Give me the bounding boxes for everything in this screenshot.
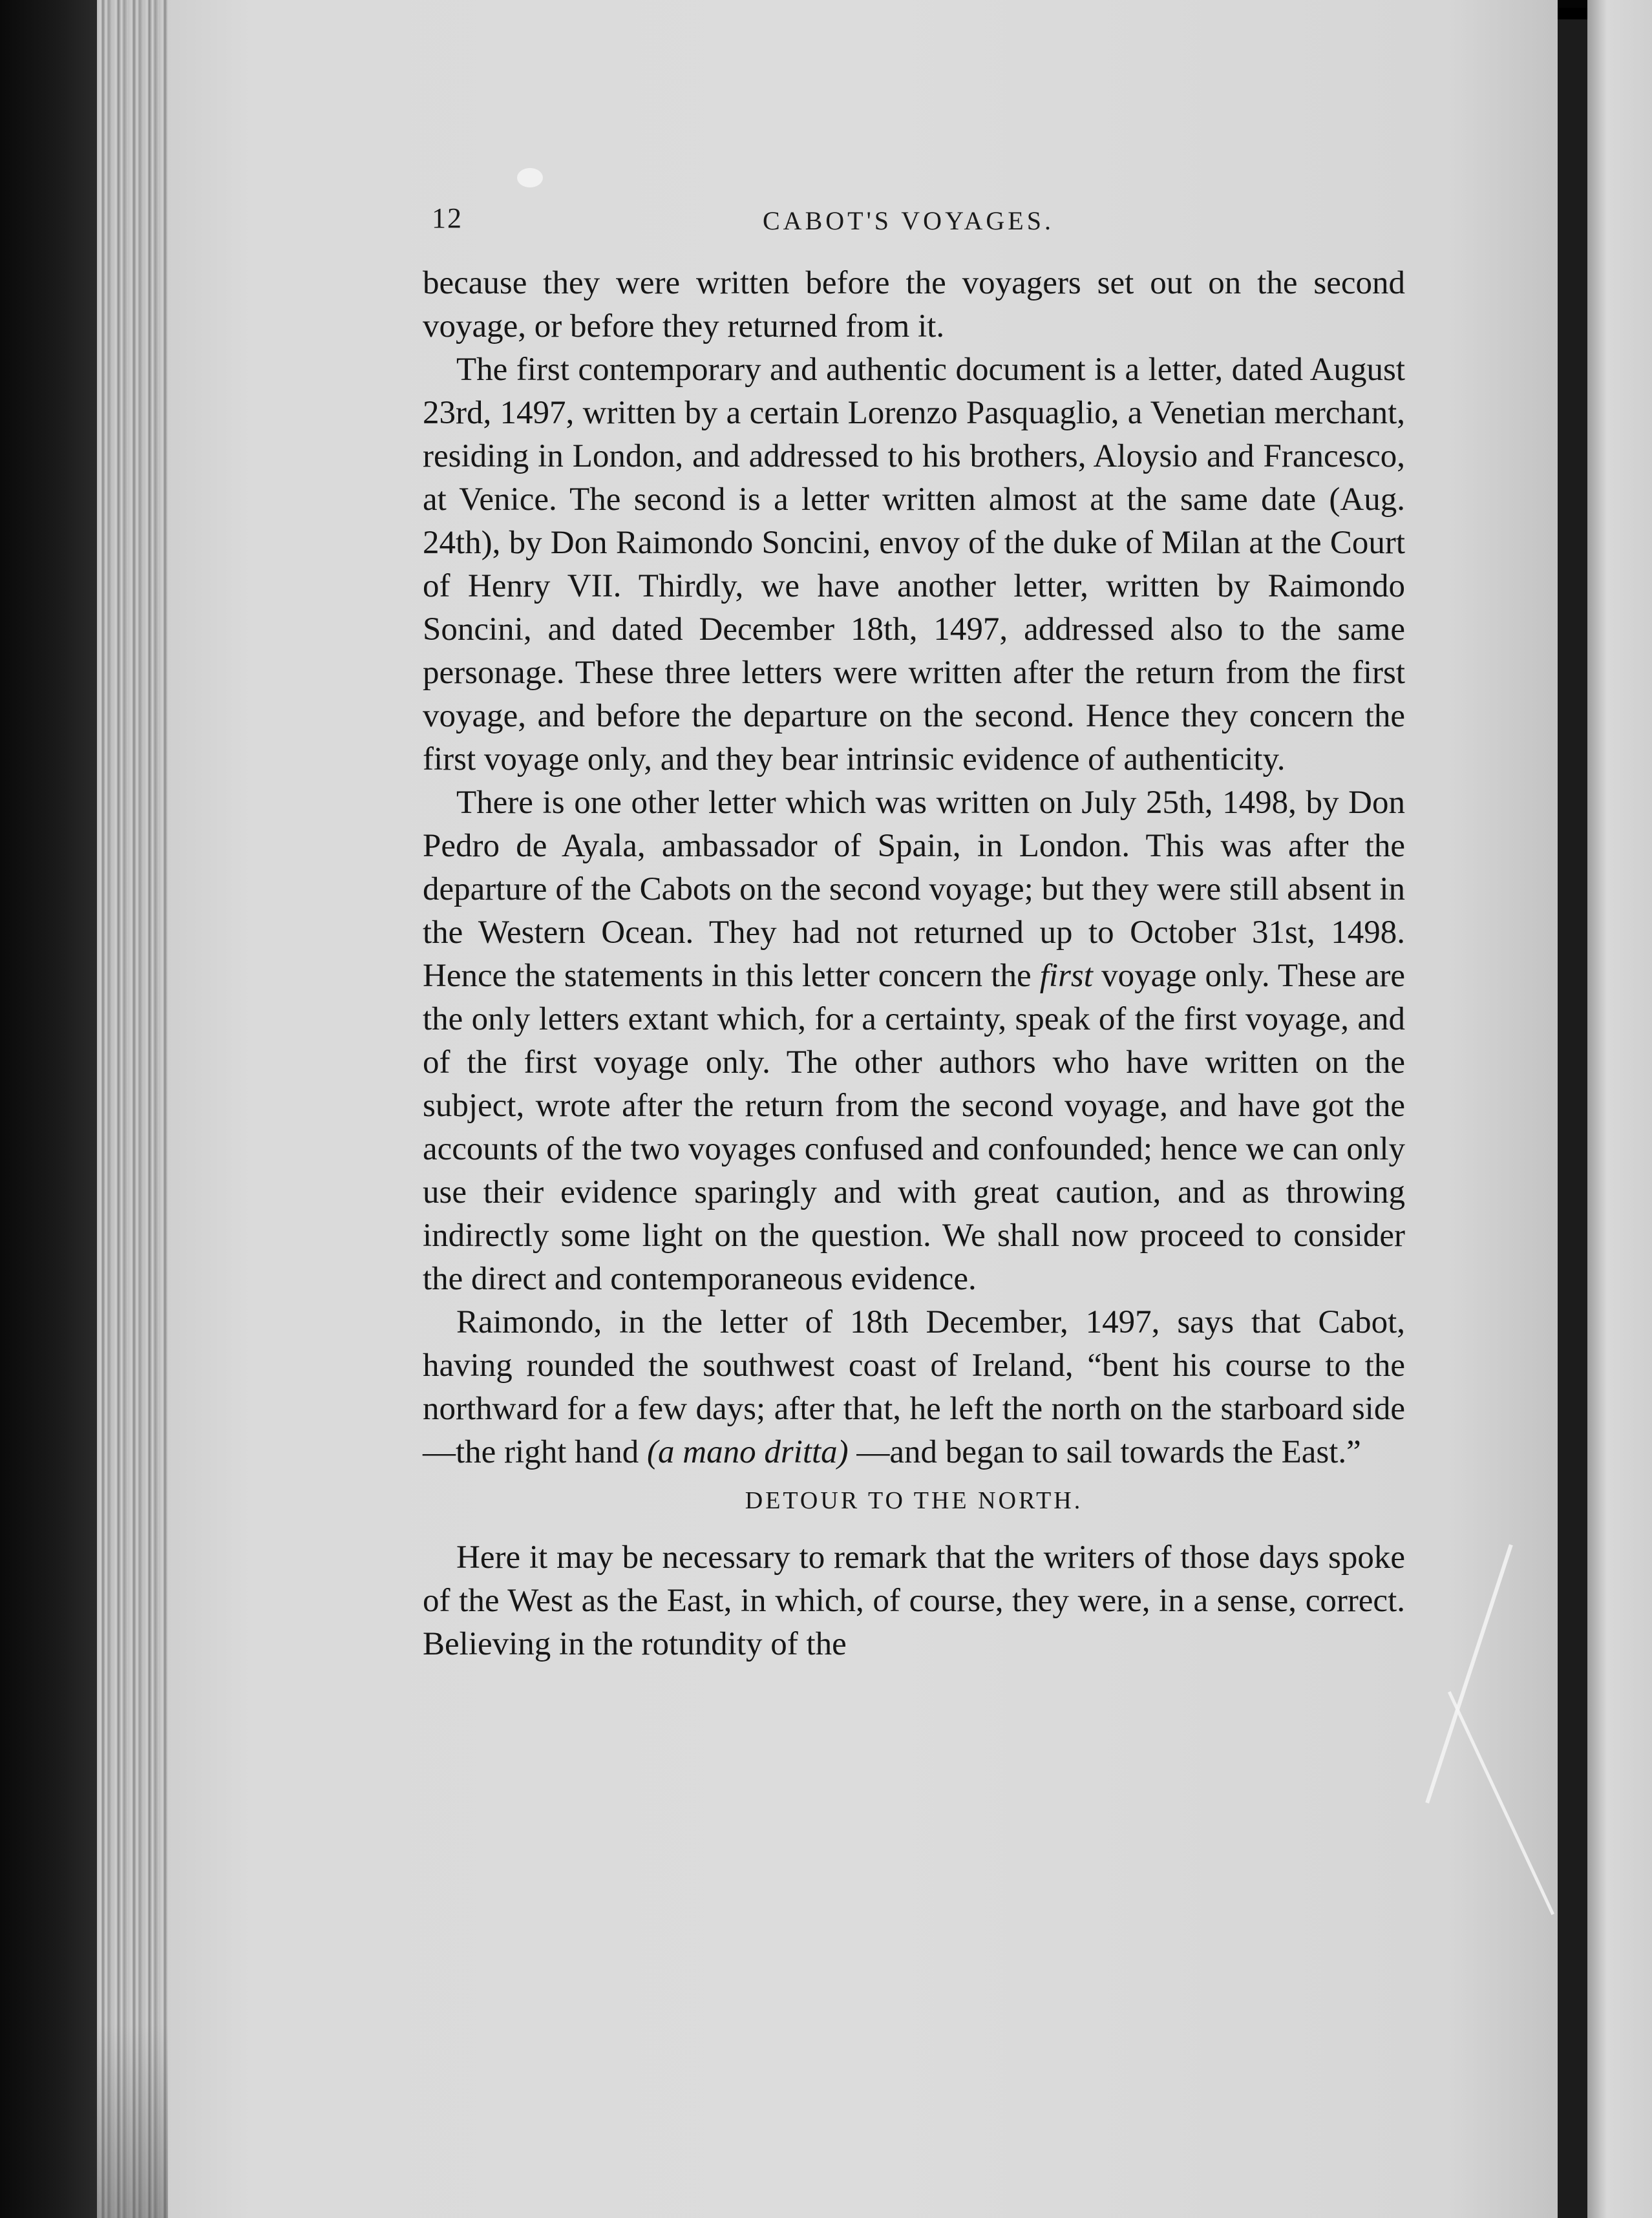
scan-right-shadow	[1558, 19, 1587, 2218]
running-title: CABOT'S VOYAGES.	[763, 206, 1054, 235]
scan-left-border	[0, 0, 97, 2218]
section-heading: DETOUR TO THE NORTH.	[745, 1487, 1083, 1514]
facing-page-edge	[1587, 0, 1652, 2218]
paragraph-4-text-a: Raimondo, in the letter of 18th December, 1497, says that Cabot, having rounded the southwest coast of Ireland, “bent his course to the northward for a few days; after that, he left the north on the starboard side—the right hand	[423, 1304, 1405, 1470]
paragraph-5: Here it may be necessary to remark that the writers of those days spoke of the West as the East, in which, of course, they were, in a sense, correct. Believing in the rotundity of the	[423, 1539, 1405, 1662]
paragraph-3-text-b: voyage only. These are the only letters extant which, for a certainty, speak of the first voyage, and of the first voyage only. The other authors who have written on the subject, wrote after the return from the second voyage, and have got the accounts of the two voyages confused and confounded; hence we can only use their evidence sparingly and with great caution, and as throwing indirectly some light on the question. We shall now proceed to consider the direct and contemporaneous evidence.	[423, 958, 1405, 1297]
body-text	[423, 262, 1405, 1666]
paragraph-4-text-b: —and began to sail towards the East.”	[848, 1434, 1361, 1470]
paragraph-4	[423, 1301, 1405, 1474]
paragraph-3	[423, 781, 1405, 1301]
book-page-edges	[97, 0, 168, 2218]
page-number: 12	[432, 202, 463, 234]
paragraph-2: The first contemporary and authentic document is a letter, dated August 23rd, 1497, written by a certain Lorenzo Pasquaglio, a Venetian merchant, residing in London, and addressed to his brothers, Aloysio and Francesco, at Venice. The second is a letter written almost at the same date (Aug. 24th), by Don Raimondo Soncini, envoy of the duke of Milan at the Court of Henry VII. Thirdly, we have another letter, written by Raimondo Soncini, and dated December 18th, 1497, addressed also to the same personage. These three letters were written after the return from the first voyage, and before the departure on the second. Hence they concern the first voyage only, and they bear intrinsic evidence of authenticity.	[423, 352, 1405, 777]
paragraph-3-text-a: There is one other letter which was written on July 25th, 1498, by Don Pedro de Ayala, ambassador of Spain, in London. This was after the departure of the Cabots on the second voyage; but they were still absent in the Western Ocean. They had not returned up to October 31st, 1498. Hence the statements in this letter concern the	[423, 785, 1405, 994]
paragraph-3-italic: first	[1039, 958, 1093, 994]
paragraph-1: because they were written before the voyagers set out on the second voyage, or before they returned from it.	[423, 265, 1405, 344]
film-scratch-mark	[517, 168, 543, 187]
paragraph-4-italic: (a mano dritta)	[647, 1434, 849, 1470]
